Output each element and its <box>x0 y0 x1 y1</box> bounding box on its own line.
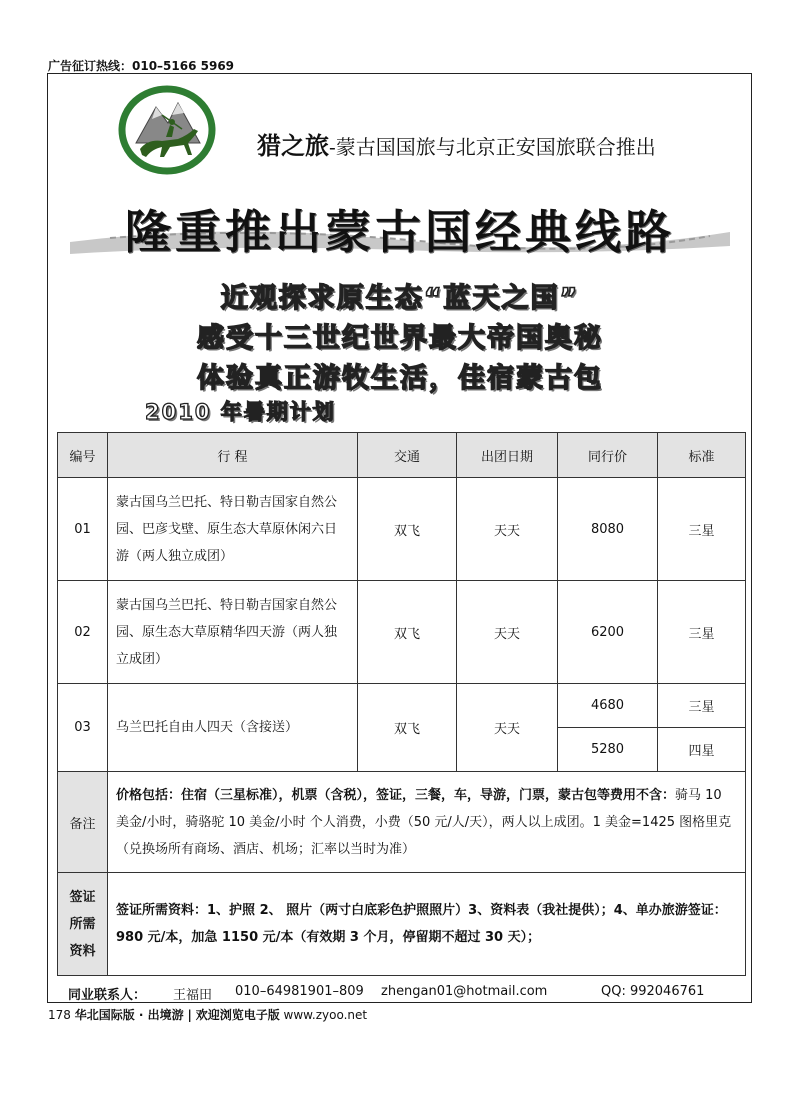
page-footer <box>48 1006 367 1023</box>
routes-table <box>57 432 746 976</box>
footer-welcome: 欢迎浏览电子版 <box>195 1008 280 1022</box>
row-transport: 双飞 <box>358 581 457 684</box>
contact-label: 同业联系人： <box>68 988 147 1003</box>
header-departure: 出团日期 <box>457 433 558 478</box>
header-line <box>257 126 656 161</box>
main-title: 隆重推出蒙古国经典线路 <box>125 205 675 259</box>
header-id: 编号 <box>58 433 108 478</box>
row-standard: 三星 <box>658 684 746 728</box>
row-transport: 双飞 <box>358 478 457 581</box>
table-row <box>58 581 746 684</box>
remark-label: 备注 <box>58 772 108 873</box>
row-departure: 天天 <box>457 581 558 684</box>
header-itinerary: 行 程 <box>108 433 358 478</box>
header-standard: 标准 <box>658 433 746 478</box>
table-row <box>58 478 746 581</box>
remark-excluded: 骑马 10 美金/小时，骑骆驼 10 美金/小时 个人消费，小费（50 元/人/天），两人以上成团。1 美金=1425 图格里克 （兑换场所有商场、酒店、机场；汇率以当时为准） <box>116 787 732 857</box>
remark-included: 价格包括：住宿（三星标准），机票（含税），签证，三餐，车，导游，门票，蒙古包等费用不含： <box>116 787 676 803</box>
header-subtitle: -蒙古国国旅与北京正安国旅联合推出 <box>329 135 656 159</box>
row-itinerary: 蒙古国乌兰巴托、特日勒吉国家自然公园、原生态大草原精华四天游（两人独立成团） <box>108 581 358 684</box>
row-id: 01 <box>58 478 108 581</box>
footer-url[interactable]: www.zyoo.net <box>283 1008 368 1022</box>
ad-hotline: 广告征订热线：010–5166 5969 <box>48 59 235 73</box>
remark-content <box>108 772 746 873</box>
summer-plan-title: 2010 年暑期计划 <box>145 400 336 424</box>
visa-label <box>58 873 108 976</box>
row-transport: 双飞 <box>358 684 457 772</box>
contact-name: 王福田 <box>173 988 213 1003</box>
visa-label-1: 签证 <box>69 889 96 905</box>
slogan-1: 近观探求原生态“蓝天之国” <box>220 283 580 314</box>
slogan-2: 感受十三世纪世界最大帝国奥秘 <box>197 323 603 354</box>
publication-name: 华北国际版 · 出境游 <box>74 1008 184 1022</box>
row-price-alt: 5280 <box>558 728 658 772</box>
row-standard: 三星 <box>658 478 746 581</box>
row-departure: 天天 <box>457 684 558 772</box>
visa-label-2: 所需 <box>69 916 96 932</box>
header-transport: 交通 <box>358 433 457 478</box>
row-price: 4680 <box>558 684 658 728</box>
row-standard-alt: 四星 <box>658 728 746 772</box>
row-itinerary: 蒙古国乌兰巴托、特日勒吉国家自然公园、巴彦戈壁、原生态大草原休闲六日游（两人独立成团） <box>108 478 358 581</box>
visa-content: 签证所需资料：1、护照 2、 照片（两寸白底彩色护照照片）3、资料表（我社提供）；4、单办旅游签证：980 元/本，加急 1150 元/本（有效期 3 个月，停留期不超过 30 天）； <box>108 873 746 976</box>
visa-label-3: 资料 <box>69 943 96 959</box>
row-id: 03 <box>58 684 108 772</box>
table-row <box>58 684 746 728</box>
contact-email[interactable]: zhengan01@hotmail.com <box>381 984 548 999</box>
remark-row <box>58 772 746 873</box>
contact-phone: 010–64981901–809 <box>235 984 364 999</box>
footer-separator: | <box>187 1008 192 1022</box>
visa-row <box>58 873 746 976</box>
row-itinerary: 乌兰巴托自由人四天（含接送） <box>108 684 358 772</box>
page-number: 178 <box>48 1008 71 1022</box>
header-price: 同行价 <box>558 433 658 478</box>
contact-qq: QQ: 992046761 <box>601 984 705 999</box>
slogan-3: 体验真正游牧生活，佳宿蒙古包 <box>197 363 603 394</box>
row-departure: 天天 <box>457 478 558 581</box>
row-price: 6200 <box>558 581 658 684</box>
brand-name: 猎之旅 <box>257 131 329 160</box>
table-header-row <box>58 433 746 478</box>
row-standard: 三星 <box>658 581 746 684</box>
row-price: 8080 <box>558 478 658 581</box>
row-id: 02 <box>58 581 108 684</box>
hunter-horse-logo <box>118 85 216 175</box>
